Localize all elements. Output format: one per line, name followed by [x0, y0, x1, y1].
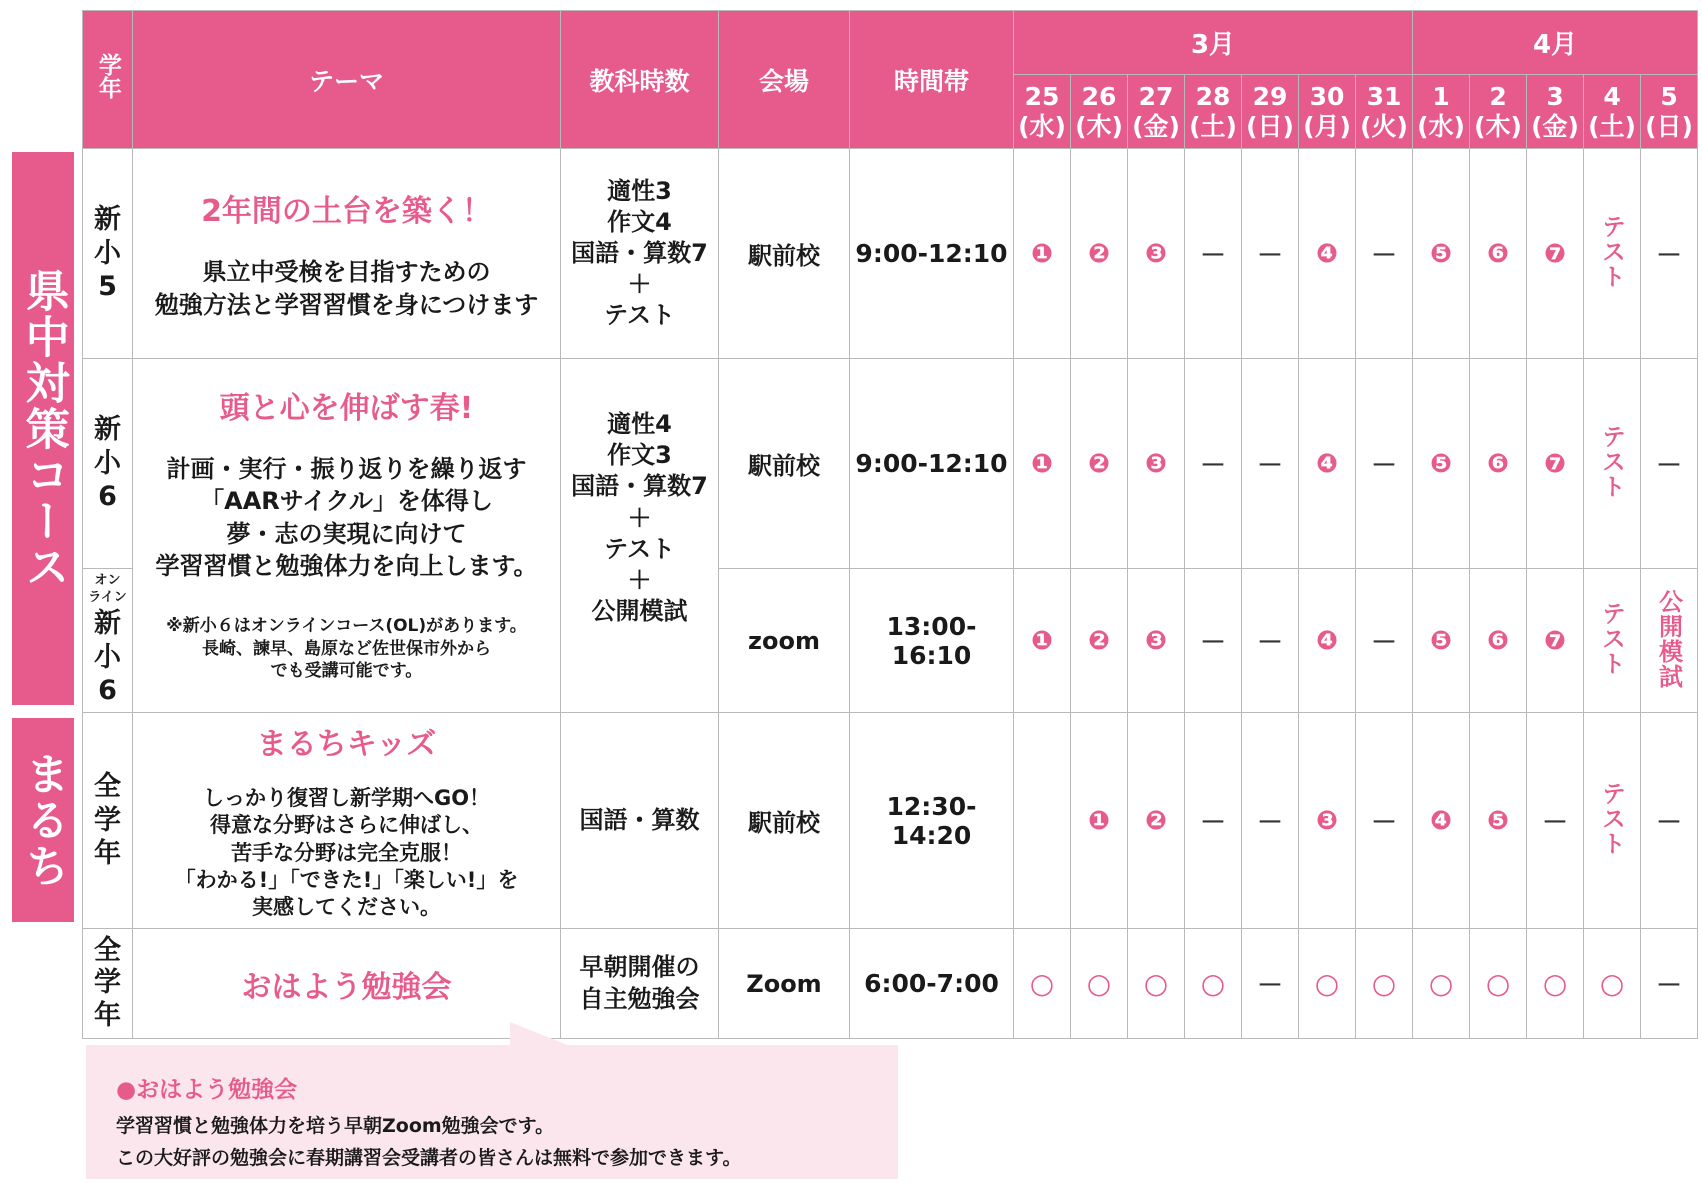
theme-body: 計画・実行・振り返りを繰り返す 「AARサイクル」を体得し 夢・志の実現に向けて 学習習慣と勉強体力を向上します。 — [155, 455, 538, 581]
theme-title: 頭と心を伸ばす春! — [219, 391, 474, 426]
session-cell: ❻ — [1470, 149, 1527, 359]
session-cell-mock-exam: 公開模試 — [1641, 569, 1698, 713]
session-cell-test: テスト — [1584, 359, 1641, 569]
course-label-kenchu — [12, 152, 74, 705]
session-cell: － — [1641, 713, 1698, 929]
session-cell: ○ — [1128, 929, 1185, 1039]
grade-cell: 新 小 6 — [83, 359, 133, 569]
header-day: 1 (水) — [1413, 75, 1470, 149]
theme-note: ※新小６はオンラインコース(OL)があります。 長崎、諫早、島原など佐世保市外から でも受講可能です。 — [166, 615, 527, 682]
table-row — [83, 149, 1698, 359]
session-cell: ❼ — [1527, 149, 1584, 359]
session-cell: ○ — [1014, 929, 1071, 1039]
header-day: 31 (火) — [1356, 75, 1413, 149]
subject-cell: 早朝開催の 自主勉強会 — [561, 929, 719, 1039]
session-cell: ❹ — [1299, 359, 1356, 569]
session-cell: ❺ — [1470, 713, 1527, 929]
course-label-maruchi — [12, 718, 74, 922]
session-cell: ❶ — [1014, 359, 1071, 569]
session-cell: － — [1185, 149, 1242, 359]
session-cell: ❹ — [1299, 569, 1356, 713]
table-row — [83, 929, 1698, 1039]
venue-cell: zoom — [719, 569, 850, 713]
session-cell: － — [1242, 149, 1299, 359]
note-box — [86, 1045, 898, 1179]
table-row — [83, 713, 1698, 929]
theme-cell — [133, 713, 561, 929]
time-cell: 9:00-12:10 — [850, 149, 1014, 359]
theme-body: しっかり復習し新学期へGO！ 得意な分野はさらに伸ばし、 苦手な分野は完全克服！ 「わかる!」「できた!」「楽しい!」を 実感してください。 — [174, 786, 519, 920]
header-day: 4 (土) — [1584, 75, 1641, 149]
session-cell: － — [1527, 713, 1584, 929]
header-time: 時間帯 — [850, 11, 1014, 149]
session-cell: ❺ — [1413, 569, 1470, 713]
session-cell: ❶ — [1071, 713, 1128, 929]
theme-cell — [133, 359, 561, 713]
schedule-table — [82, 10, 1698, 1039]
header-day: 25 (水) — [1014, 75, 1071, 149]
session-cell: ○ — [1356, 929, 1413, 1039]
header-month-april: 4月 — [1413, 11, 1698, 75]
theme-title: おはよう勉強会 — [241, 969, 452, 1005]
session-cell: － — [1641, 149, 1698, 359]
subject-cell: 国語・算数 — [561, 713, 719, 929]
session-cell: － — [1185, 569, 1242, 713]
theme-title: まるちキッズ — [256, 727, 437, 762]
note-pointer — [510, 1022, 570, 1046]
session-cell: － — [1356, 359, 1413, 569]
session-cell: ○ — [1413, 929, 1470, 1039]
header-day: 5 (日) — [1641, 75, 1698, 149]
table-row — [83, 359, 1698, 569]
venue-cell: 駅前校 — [719, 713, 850, 929]
note-line: 学習習慣と勉強体力を培う早朝Zoom勉強会です。 — [116, 1115, 555, 1137]
time-cell: 12:30-14:20 — [850, 713, 1014, 929]
session-cell: ❺ — [1413, 359, 1470, 569]
time-cell: 6:00-7:00 — [850, 929, 1014, 1039]
venue-cell: Zoom — [719, 929, 850, 1039]
session-cell: － — [1242, 929, 1299, 1039]
session-cell: ❻ — [1470, 359, 1527, 569]
session-cell: ❼ — [1527, 359, 1584, 569]
session-cell: ❶ — [1014, 569, 1071, 713]
session-cell: ❸ — [1128, 149, 1185, 359]
header-theme: テーマ — [133, 11, 561, 149]
header-day: 28 (土) — [1185, 75, 1242, 149]
session-cell: － — [1641, 359, 1698, 569]
session-cell: ❸ — [1128, 359, 1185, 569]
session-cell: ○ — [1527, 929, 1584, 1039]
theme-cell — [133, 929, 561, 1039]
time-cell: 9:00-12:10 — [850, 359, 1014, 569]
header-venue: 会場 — [719, 11, 850, 149]
course-label-maruchi-text: まるち — [17, 751, 69, 889]
header-grade: 学年 — [83, 11, 133, 149]
session-cell: ❹ — [1413, 713, 1470, 929]
header-day: 3 (金) — [1527, 75, 1584, 149]
note-line: この大好評の勉強会に春期講習会受講者の皆さんは無料で参加できます。 — [116, 1147, 742, 1169]
session-cell: － — [1242, 713, 1299, 929]
venue-cell: 駅前校 — [719, 149, 850, 359]
session-cell: ❸ — [1128, 569, 1185, 713]
header-day: 26 (木) — [1071, 75, 1128, 149]
session-cell: ❷ — [1128, 713, 1185, 929]
course-label-kenchu-text: 県中対策コース — [17, 267, 69, 590]
session-cell: ❼ — [1527, 569, 1584, 713]
session-cell: ❶ — [1014, 149, 1071, 359]
session-cell: ○ — [1470, 929, 1527, 1039]
session-cell: － — [1356, 569, 1413, 713]
note-title: ●おはよう勉強会 — [116, 1077, 298, 1103]
session-cell: － — [1356, 713, 1413, 929]
session-cell-test: テスト — [1584, 149, 1641, 359]
subject-cell: 適性4 作文3 国語・算数7 ＋ テスト ＋ 公開模試 — [561, 359, 719, 713]
session-cell: ❹ — [1299, 149, 1356, 359]
session-cell: ○ — [1071, 929, 1128, 1039]
session-cell-test: テスト — [1584, 569, 1641, 713]
session-cell: － — [1641, 929, 1698, 1039]
grade-cell: 新 小 5 — [83, 149, 133, 359]
session-cell: ❸ — [1299, 713, 1356, 929]
session-cell: － — [1185, 359, 1242, 569]
session-cell: － — [1242, 569, 1299, 713]
session-cell: ❺ — [1413, 149, 1470, 359]
session-cell: ○ — [1185, 929, 1242, 1039]
grade-cell: 全 学 年 — [83, 929, 133, 1039]
subject-cell: 適性3 作文4 国語・算数7 ＋ テスト — [561, 149, 719, 359]
venue-cell: 駅前校 — [719, 359, 850, 569]
header-day: 29 (日) — [1242, 75, 1299, 149]
header-day: 27 (金) — [1128, 75, 1185, 149]
session-cell: ❷ — [1071, 569, 1128, 713]
grade-cell: 全 学 年 — [83, 713, 133, 929]
header-subject-hours: 教科時数 — [561, 11, 719, 149]
session-cell: ○ — [1584, 929, 1641, 1039]
grade-cell: オン ライン 新 小 6 — [83, 569, 133, 713]
session-cell: － — [1242, 359, 1299, 569]
header-day: 30 (月) — [1299, 75, 1356, 149]
session-cell: ○ — [1299, 929, 1356, 1039]
session-cell — [1014, 713, 1071, 929]
session-cell: ❷ — [1071, 359, 1128, 569]
header-day: 2 (木) — [1470, 75, 1527, 149]
session-cell-test: テスト — [1584, 713, 1641, 929]
session-cell: － — [1356, 149, 1413, 359]
session-cell: － — [1185, 713, 1242, 929]
session-cell: ❷ — [1071, 149, 1128, 359]
theme-cell — [133, 149, 561, 359]
theme-body: 県立中受検を目指すための 勉強方法と学習習慣を身につけます — [154, 258, 539, 319]
header-month-march: 3月 — [1014, 11, 1413, 75]
time-cell: 13:00-16:10 — [850, 569, 1014, 713]
session-cell: ❻ — [1470, 569, 1527, 713]
theme-title: 2年間の土台を築く！ — [201, 194, 492, 230]
